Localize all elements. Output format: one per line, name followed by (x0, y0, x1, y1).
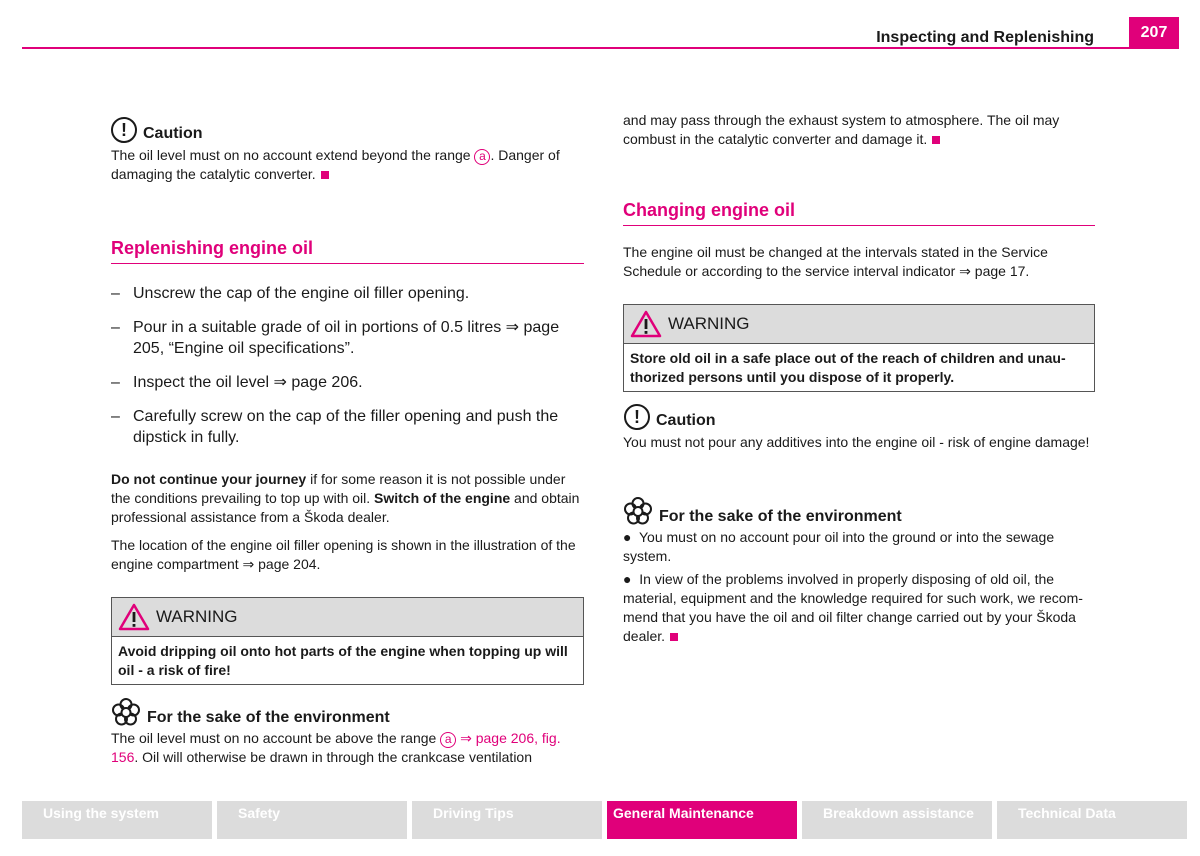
warning-box (623, 304, 1095, 392)
steps-list (111, 283, 584, 448)
environment-title: For the sake of the environment (659, 508, 902, 525)
page-number: 207 (1129, 17, 1179, 49)
caution-icon: ! (624, 404, 650, 430)
do-not-continue-paragraph: Do not continue your journey if for some reason it is not possible under the conditions prevailing to top up with oil. Switch of the engine and obtain professional assistance from a Škoda dealer. (111, 471, 580, 525)
environment-title: For the sake of the environment (147, 709, 390, 726)
bullet-icon: ● (623, 571, 632, 587)
list-item: ● In view of the problems involved in properly disposing of old oil, the material, equipment and the knowledge required for such work, we recom-mend that you have the oil and oil filter change carried out by your Škoda dealer. (623, 571, 1083, 644)
environment-notice (623, 496, 1095, 646)
section-title-changing: Changing engine oil (623, 200, 1095, 226)
warning-box (111, 597, 584, 685)
warning-triangle-icon (118, 603, 150, 631)
header-divider (22, 47, 1179, 49)
nav-tab-breakdown-assistance[interactable]: Breakdown assistance (802, 801, 992, 839)
warning-triangle-icon (630, 310, 662, 338)
warning-title: WARNING (156, 607, 238, 626)
changing-intro: The engine oil must be changed at the intervals stated in the Service Schedule or according to the service interval indicator ⇒ page 17. (623, 244, 1048, 279)
list-item: – Carefully screw on the cap of the filler opening and push the dipstick in fully. (111, 408, 559, 446)
continued-text: and may pass through the exhaust system to atmosphere. The oil may combust in the catalytic converter and damage it. (623, 112, 1060, 147)
page-link[interactable]: ⇒ page 206, fig. 156 (111, 730, 561, 765)
end-square-icon (321, 171, 329, 179)
nav-tab-driving-tips[interactable]: Driving Tips (412, 801, 602, 839)
header-title: Inspecting and Replenishing (876, 29, 1094, 46)
warning-title: WARNING (668, 314, 750, 333)
nav-tab-technical-data[interactable]: Technical Data (997, 801, 1187, 839)
filler-location-paragraph: The location of the engine oil filler opening is shown in the illustration of the engine compartment ⇒ page 204. (111, 537, 576, 572)
bottom-nav (22, 801, 1187, 839)
list-item: – Pour in a suitable grade of oil in portions of 0.5 litres ⇒ page 205, “Engine oil specifications”. (111, 319, 560, 357)
bullet-icon: ● (623, 529, 632, 545)
caution-text: The oil level must on no account extend beyond the range a . Danger of damaging the catalytic converter. (111, 147, 560, 182)
caution-notice (623, 404, 1095, 452)
nav-tab-safety[interactable]: Safety (217, 801, 407, 839)
range-marker-a: a (440, 732, 456, 748)
range-marker-a: a (474, 149, 490, 165)
list-item: – Unscrew the cap of the engine oil filler opening. (111, 285, 470, 302)
list-item: – Inspect the oil level ⇒ page 206. (111, 374, 363, 391)
caution-notice (111, 117, 584, 184)
warning-text: Avoid dripping oil onto hot parts of the engine when topping up will oil - a risk of fire! (118, 643, 568, 678)
caution-title: Caution (143, 125, 203, 142)
end-square-icon (670, 633, 678, 641)
flower-icon (111, 697, 141, 727)
environment-notice (111, 697, 584, 767)
section-title-replenishing: Replenishing engine oil (111, 238, 584, 264)
list-item: ● You must on no account pour oil into the ground or into the sewage system. (623, 529, 1055, 564)
end-square-icon (932, 136, 940, 144)
nav-tab-using-the-system[interactable]: Using the system (22, 801, 212, 839)
nav-tab-general-maintenance[interactable]: General Maintenance (607, 801, 797, 839)
caution-text: You must not pour any additives into the engine oil - risk of engine damage! (623, 434, 1090, 450)
caution-icon: ! (111, 117, 137, 143)
warning-text: Store old oil in a safe place out of the reach of children and unau-thorized persons until you dispose of it properly. (630, 350, 1066, 385)
flower-icon (623, 496, 653, 526)
environment-text: The oil level must on no account be above the range a ⇒ page 206, fig. 156. Oil will otherwise be drawn in through the crankcase ventilation (111, 730, 561, 765)
caution-title: Caution (656, 412, 716, 429)
